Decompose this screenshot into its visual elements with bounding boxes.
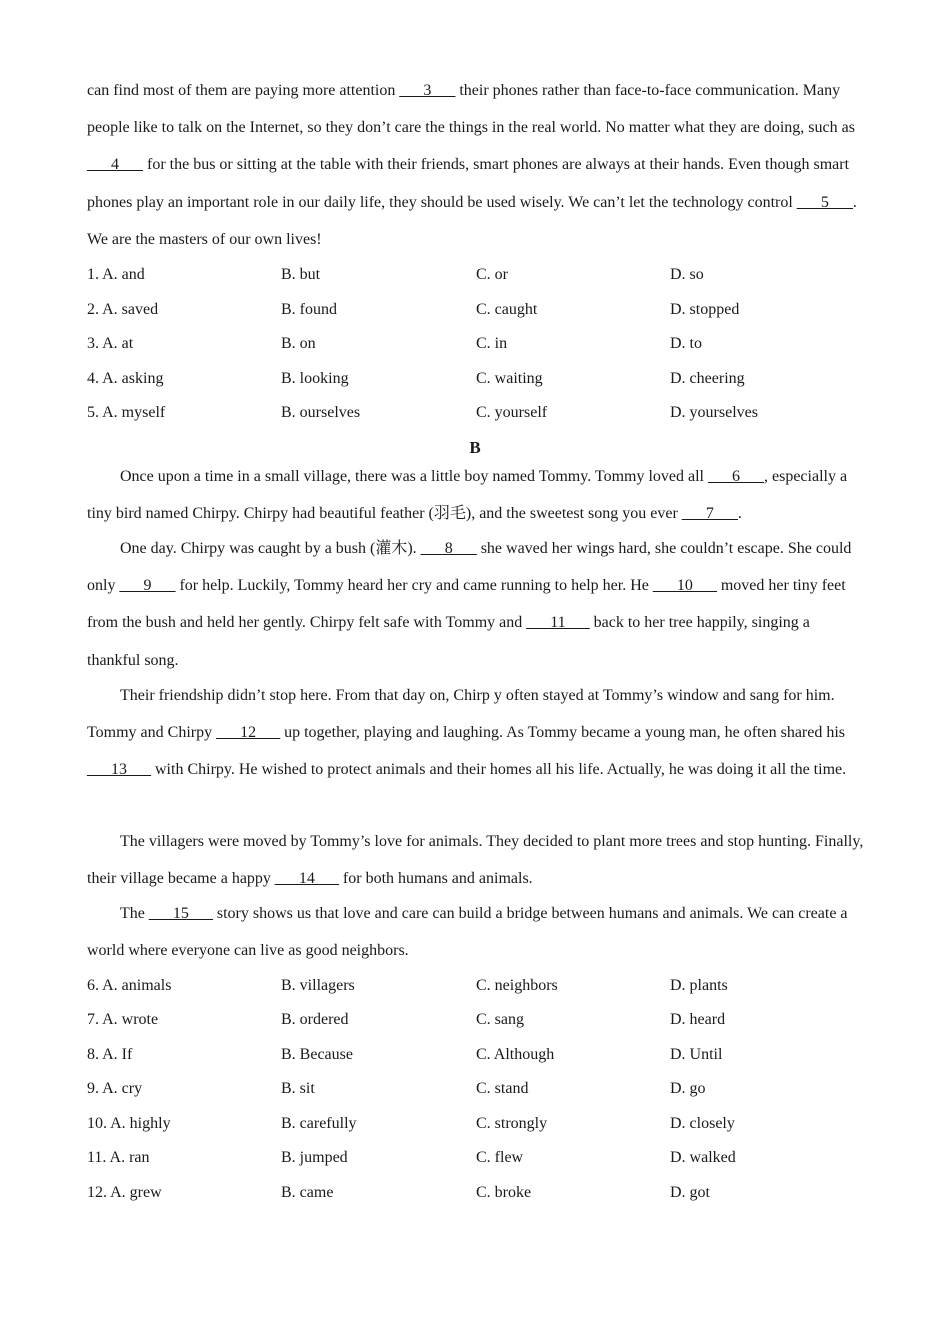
question-2-option-b[interactable]: B. found — [281, 301, 337, 318]
part-b-paragraph-4 — [87, 823, 867, 897]
question-10-option-b[interactable]: B. carefully — [281, 1115, 357, 1132]
question-6-option-c[interactable]: C. neighbors — [476, 977, 558, 994]
passage-text: with Chirpy. He wished to protect animals and their homes all his life. Actually, he was doing it all the time. — [151, 761, 847, 779]
section-b-title: B — [469, 438, 481, 457]
question-3-option-d[interactable]: D. to — [670, 335, 702, 352]
question-10-option-c[interactable]: C. strongly — [476, 1115, 548, 1132]
question-12-option-c[interactable]: C. broke — [476, 1184, 532, 1201]
question-7-option-a[interactable]: 7. A. wrote — [87, 1011, 159, 1028]
question-2-option-d[interactable]: D. stopped — [670, 301, 740, 318]
passage-text: she waved her wings hard, she couldn’t escape. She could only — [87, 540, 852, 595]
question-4-option-b[interactable]: B. looking — [281, 370, 349, 387]
question-12-option-a[interactable]: 12. A. grew — [87, 1184, 162, 1201]
answer-blank[interactable]: ___12___ — [216, 724, 281, 742]
question-11-options — [87, 1146, 867, 1170]
question-6-option-a[interactable]: 6. A. animals — [87, 977, 172, 994]
question-9-options — [87, 1077, 867, 1101]
question-8-option-c[interactable]: C. Although — [476, 1046, 555, 1063]
answer-blank[interactable]: ___11___ — [526, 614, 590, 632]
question-7-option-b[interactable]: B. ordered — [281, 1011, 349, 1028]
passage-text: story shows us that love and care can build a bridge between humans and animals. We can create a world where everyone can live as good neighbors. — [87, 905, 848, 960]
question-9-option-c[interactable]: C. stand — [476, 1080, 529, 1097]
question-1-option-a[interactable]: 1. A. and — [87, 266, 145, 283]
question-6-options — [87, 974, 867, 998]
question-8-option-d[interactable]: D. Until — [670, 1046, 723, 1063]
question-10-option-a[interactable]: 10. A. highly — [87, 1115, 171, 1132]
answer-blank[interactable]: ___15___ — [148, 905, 213, 922]
question-10-option-d[interactable]: D. closely — [670, 1115, 735, 1132]
passage-text: for both humans and animals. — [338, 870, 533, 888]
answer-blank[interactable]: ___14___ — [274, 870, 339, 888]
question-4-options — [87, 367, 867, 391]
question-10-options — [87, 1112, 867, 1136]
question-1-option-d[interactable]: D. so — [670, 266, 704, 283]
answer-blank[interactable]: ___7___ — [681, 505, 738, 523]
question-2-option-a[interactable]: 2. A. saved — [87, 301, 159, 318]
question-2-option-c[interactable]: C. caught — [476, 301, 538, 318]
question-9-option-d[interactable]: D. go — [670, 1080, 706, 1097]
passage-text: Once upon a time in a small village, there was a little boy named Tommy. Tommy loved all — [120, 468, 708, 485]
answer-blank[interactable]: ___13___ — [87, 761, 151, 779]
passage-text: up together, playing and laughing. As Tommy became a young man, he often shared his — [280, 724, 846, 742]
part-b-paragraph-2 — [87, 530, 867, 679]
question-9-option-a[interactable]: 9. A. cry — [87, 1080, 143, 1097]
question-4-option-a[interactable]: 4. A. asking — [87, 370, 164, 387]
passage-text: back to her tree happily, singing a thankful song. — [87, 614, 810, 669]
question-2-options — [87, 298, 867, 322]
question-3-option-a[interactable]: 3. A. at — [87, 335, 134, 352]
question-3-option-b[interactable]: B. on — [281, 335, 316, 352]
question-5-option-b[interactable]: B. ourselves — [281, 404, 361, 421]
passage-text: One day. Chirpy was caught by a bush (灌木). — [120, 540, 421, 557]
question-9-option-b[interactable]: B. sit — [281, 1080, 315, 1097]
question-8-option-a[interactable]: 8. A. If — [87, 1046, 133, 1063]
passage-text: . We are the masters of our own lives! — [87, 193, 857, 248]
question-5-option-d[interactable]: D. yourselves — [670, 404, 758, 421]
question-8-option-b[interactable]: B. Because — [281, 1046, 353, 1063]
question-5-option-a[interactable]: 5. A. myself — [87, 404, 166, 421]
passage-text: moved her tiny feet from the bush and held her gently. Chirpy felt safe with Tommy and — [87, 577, 846, 632]
part-b-paragraph-5 — [87, 895, 867, 969]
passage-text: for the bus or sitting at the table with their friends, smart phones are always at their hands. Even though smart phones play an important role in our daily life, they should be used wisely. We can’t let the technology control — [87, 156, 850, 211]
passage-text: The — [120, 905, 149, 922]
question-3-option-c[interactable]: C. in — [476, 335, 508, 352]
question-4-option-c[interactable]: C. waiting — [476, 370, 543, 387]
question-1-options — [87, 263, 867, 287]
question-8-options — [87, 1043, 867, 1067]
question-12-options — [87, 1181, 867, 1205]
answer-blank[interactable]: ___4___ — [87, 156, 143, 174]
passage-text: , especially a tiny bird named Chirpy. Chirpy had beautiful feather (羽毛), and the sweetest song you ever — [87, 468, 848, 523]
question-7-option-c[interactable]: C. sang — [476, 1011, 524, 1028]
passage-text: Their friendship didn’t stop here. From that day on, Chirp y often stayed at Tommy’s window and sang for him. Tommy and Chirpy — [87, 687, 835, 742]
passage-text: . — [737, 505, 742, 523]
question-5-option-c[interactable]: C. yourself — [476, 404, 548, 421]
part-b-paragraph-1 — [87, 458, 867, 532]
question-11-option-b[interactable]: B. jumped — [281, 1149, 348, 1166]
question-4-option-d[interactable]: D. cheering — [670, 370, 745, 387]
question-6-option-d[interactable]: D. plants — [670, 977, 728, 994]
passage-text: for help. Luckily, Tommy heard her cry and came running to help her. He — [175, 577, 653, 595]
answer-blank[interactable]: ___5___ — [796, 193, 853, 211]
question-12-option-d[interactable]: D. got — [670, 1184, 710, 1201]
part-b-paragraph-3 — [87, 677, 867, 789]
question-7-option-d[interactable]: D. heard — [670, 1011, 726, 1028]
question-7-options — [87, 1008, 867, 1032]
question-1-option-b[interactable]: B. but — [281, 266, 321, 283]
answer-blank[interactable]: ___6___ — [708, 468, 764, 485]
question-3-options — [87, 332, 867, 356]
question-11-option-a[interactable]: 11. A. ran — [87, 1149, 150, 1166]
question-1-option-c[interactable]: C. or — [476, 266, 508, 283]
part-a-paragraph — [87, 72, 867, 258]
question-11-option-c[interactable]: C. flew — [476, 1149, 524, 1166]
answer-blank[interactable]: ___9___ — [119, 577, 176, 595]
question-5-options — [87, 401, 867, 425]
answer-blank[interactable]: ___3___ — [399, 82, 456, 99]
passage-text: can find most of them are paying more attention — [87, 82, 400, 99]
question-12-option-b[interactable]: B. came — [281, 1184, 334, 1201]
question-11-option-d[interactable]: D. walked — [670, 1149, 736, 1166]
passage-text: their phones rather than face-to-face communication. Many people like to talk on the Internet, so they don’t care the things in the real world. No matter what they are doing, such as — [87, 82, 855, 137]
question-6-option-b[interactable]: B. villagers — [281, 977, 355, 994]
answer-blank[interactable]: ___10___ — [652, 577, 717, 595]
passage-text: The villagers were moved by Tommy’s love for animals. They decided to plant more trees and stop hunting. Finally, their village became a happy — [87, 833, 864, 888]
answer-blank[interactable]: ___8___ — [420, 540, 477, 557]
